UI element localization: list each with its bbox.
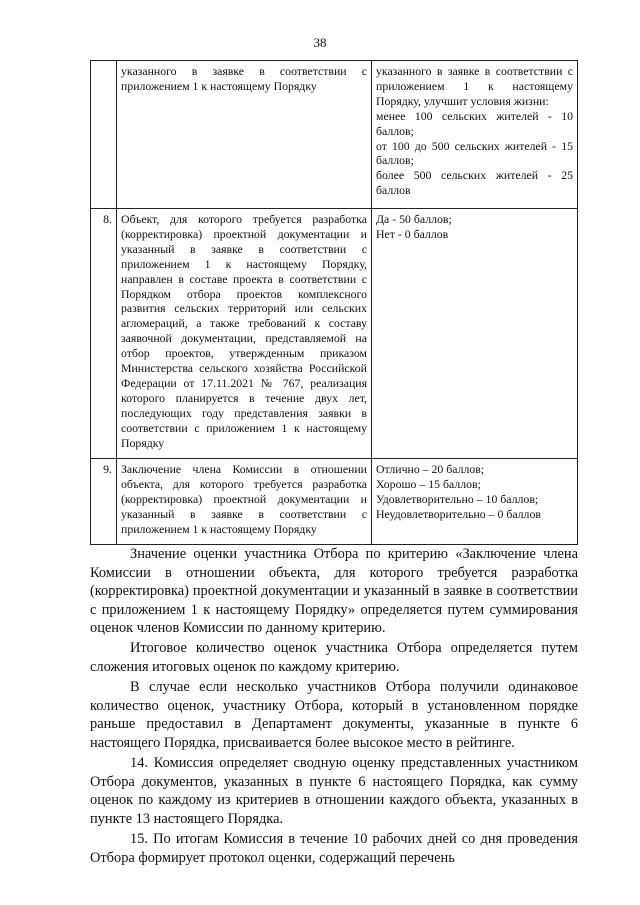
table-row-9 — [91, 459, 578, 545]
criteria-table — [90, 60, 578, 545]
score-line: менее 100 сельских жителей - 10 баллов; — [376, 108, 573, 138]
body-text — [90, 545, 578, 869]
page-number: 38 — [313, 35, 327, 50]
paragraph: 15. По итогам Комиссия в течение 10 рабочих дней со дня проведения Отбора формирует протокол оценки, содержащий перечень — [90, 830, 578, 866]
criterion-description: Заключение члена Комиссии в отношении объекта, для которого требуется разработка (корректировка) проектной документации и указанный в заявке в соответствии с приложением 1 к настоящему Порядку — [117, 459, 372, 545]
row-number: 8. — [91, 209, 117, 459]
table-row-8 — [91, 209, 578, 459]
row-number: 9. — [91, 459, 117, 545]
score-line: от 100 до 500 сельских жителей - 15 баллов; — [376, 138, 573, 168]
score-cell — [372, 459, 578, 545]
paragraph: Итоговое количество оценок участника Отбора определяется путем сложения итоговых оценок по каждому критерию. — [90, 640, 578, 676]
score-cell — [372, 209, 578, 459]
score-line: Да - 50 баллов; — [376, 212, 452, 226]
score-cell — [372, 61, 578, 209]
criterion-description: Объект, для которого требуется разработка (корректировка) проектной документации и указанный в заявке в соответствии с приложением 1 к настоящему Порядку, направлен в составе проекта в соответствии с Порядком отбора проектов комплексного развития сельских территорий или сельских агломераций, а также требований к составу заявочной документации, представляемой на отбор проектов, утвержденным приказом Министерства сельского хозяйства Российской Федерации от 17.11.2021 № 767, реализация которого планируется в течение двух лет, последующих году представления заявки в соответствии с приложением 1 к настоящему Порядку — [117, 209, 372, 459]
score-line: Удовлетворительно – 10 баллов; — [376, 491, 539, 506]
paragraph: Значение оценки участника Отбора по критерию «Заключение члена Комиссии в отношении объекта, для которого требуется разработка (корректировка) проектной документации и указанный в заявке в соответствии с приложением 1 к настоящему Порядку» определяется путем суммирования оценок членов Комиссии по данному критерию. — [90, 546, 578, 637]
score-line: Хорошо – 15 баллов; — [376, 476, 481, 491]
criterion-description: указанного в заявке в соответствии с приложением 1 к настоящему Порядку — [117, 61, 372, 209]
row-number — [91, 61, 117, 209]
paragraph: 14. Комиссия определяет сводную оценку представленных участником Отбора документов, указанных в пункте 6 настоящего Порядка, как сумму оценок по каждому из критериев в отношении каждого объекта, указанных в пункте 13 настоящего Порядка. — [90, 755, 578, 827]
score-line: Неудовлетворительно – 0 баллов — [376, 506, 541, 521]
score-line: указанного в заявке в соответствии с приложением 1 к настоящему Порядку, улучшит условия жизни: — [376, 64, 573, 108]
paragraph: В случае если несколько участников Отбора получили одинаковое количество оценок, участнику Отбора, который в установленном порядке раньше предоставил в Департамент документы, указанные в пункте 6 настоящего Порядка, присваивается более высокое место в рейтинге. — [90, 679, 578, 751]
score-line: Отлично – 20 баллов; — [376, 462, 485, 476]
score-line: более 500 сельских жителей - 25 баллов — [376, 168, 573, 198]
table-row-continued — [91, 61, 578, 209]
score-line: Нет - 0 баллов — [376, 226, 449, 241]
